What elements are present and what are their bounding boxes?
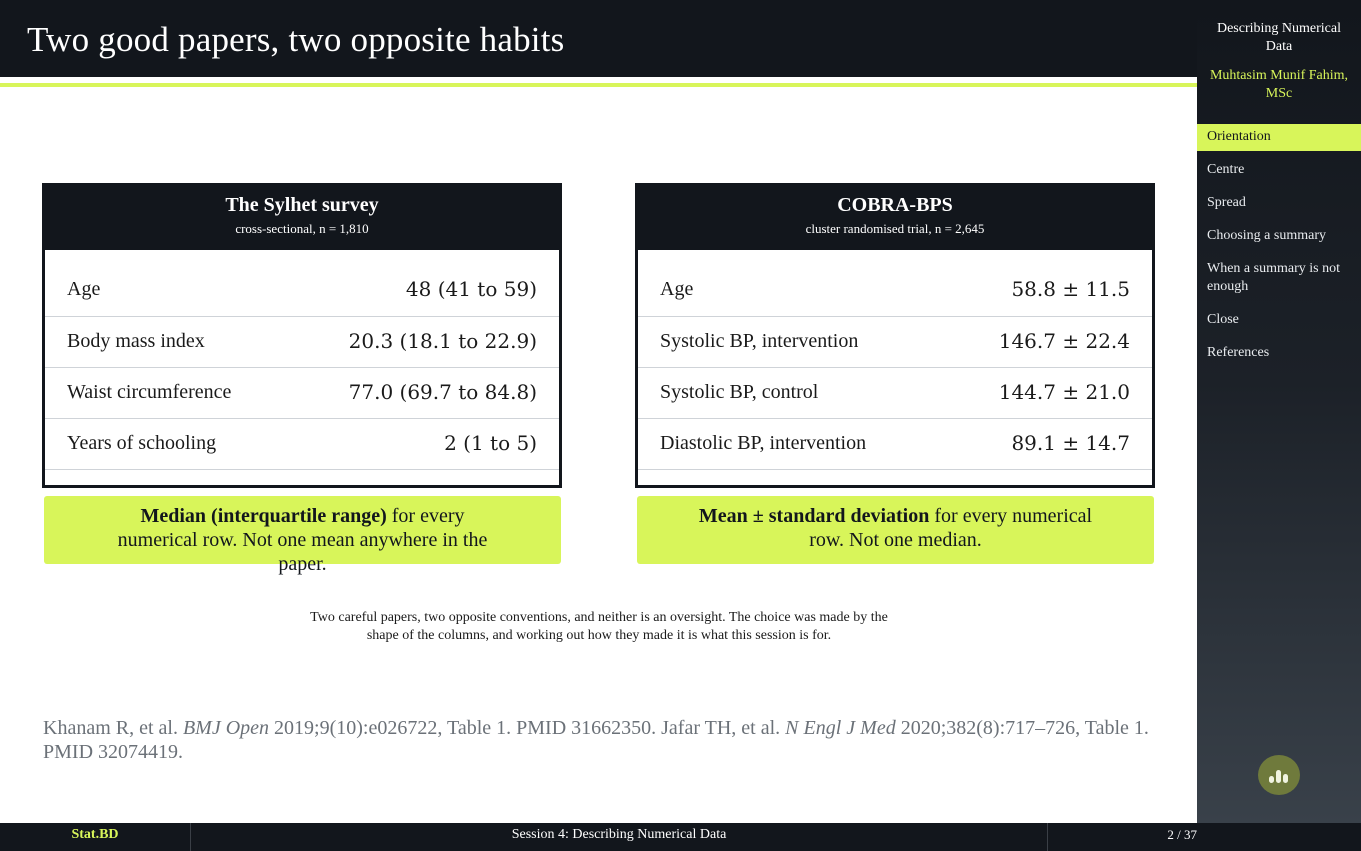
footer-brand: Stat.BD <box>0 823 191 851</box>
presentation-title: Describing Numerical Data <box>1216 21 1341 54</box>
footer-session-title: Session 4: Describing Numerical Data <box>191 823 1048 851</box>
sidebar-item-centre[interactable]: Centre <box>1207 162 1245 177</box>
ref-details: 2020;382(8):717–726, Table 1. PMID 32074419. <box>43 717 1149 763</box>
table-row <box>45 368 559 419</box>
sylhet-survey-card <box>42 183 562 488</box>
row-label: Age <box>660 278 694 300</box>
session-note: Two careful papers, two opposite conventions, and neither is an oversight. The choice was made by the shape of the columns, and working out how they made it is what this session is for. <box>310 610 888 643</box>
table-row <box>45 419 559 470</box>
row-value: 48 (41 to 59) <box>405 277 537 301</box>
bar-chart-icon[interactable] <box>1258 755 1300 795</box>
table-row <box>638 250 1152 317</box>
mean-callout <box>637 496 1154 564</box>
table-row <box>638 419 1152 470</box>
sidebar-item-close[interactable]: Close <box>1207 312 1239 327</box>
sidebar-item-when-a-summary-is-not-enough[interactable]: When a summary is not enough <box>1207 261 1340 294</box>
callout-text: for every numerical row. Not one mean anywhere in the paper. <box>117 505 488 575</box>
card-title: The Sylhet survey <box>225 194 379 216</box>
bar-chart-icon-bar <box>1269 776 1274 783</box>
footer-page-number: 2 / 37 <box>1167 827 1197 842</box>
median-callout <box>44 496 561 575</box>
callout-bold: Mean ± standard deviation <box>698 505 930 527</box>
row-value: 146.7 ± 22.4 <box>998 329 1130 353</box>
slide-footer <box>0 823 1361 851</box>
ref-journal: BMJ Open <box>182 717 270 739</box>
ref-journal: N Engl J Med <box>785 717 896 739</box>
row-label: Systolic BP, control <box>660 381 819 403</box>
bar-chart-icon-bar <box>1276 770 1281 783</box>
row-value: 77.0 (69.7 to 84.8) <box>348 380 537 404</box>
callout-bold: Median (interquartile range) <box>140 505 387 527</box>
bar-chart-icon-bar <box>1283 774 1288 783</box>
summary-table <box>45 250 559 470</box>
row-label: Waist circumference <box>67 381 232 403</box>
row-label: Systolic BP, intervention <box>660 330 859 352</box>
ref-authors: Khanam R, et al. <box>43 717 183 739</box>
card-subtitle: cluster randomised trial, n = 2,645 <box>805 221 985 236</box>
accent-divider <box>0 83 1197 87</box>
card-header <box>638 186 1152 250</box>
presentation-author: Muhtasim Munif Fahim, MSc <box>1209 68 1349 101</box>
table-row <box>638 317 1152 368</box>
card-title: COBRA-BPS <box>837 194 953 216</box>
sidebar <box>1197 0 1361 851</box>
row-value: 2 (1 to 5) <box>444 431 537 455</box>
table-row <box>45 317 559 368</box>
row-value: 58.8 ± 11.5 <box>1011 277 1130 301</box>
row-label: Age <box>67 278 101 300</box>
sidebar-item-orientation[interactable]: Orientation <box>1197 124 1361 151</box>
card-header <box>45 186 559 250</box>
sidebar-nav <box>1197 124 1361 373</box>
summary-table <box>638 250 1152 470</box>
row-label: Body mass index <box>67 330 205 352</box>
sidebar-item-references[interactable]: References <box>1207 345 1270 360</box>
slide-header <box>0 0 1197 77</box>
sidebar-item-choosing-a-summary[interactable]: Choosing a summary <box>1207 228 1326 243</box>
callout-text: for every numerical row. Not one median. <box>809 505 1093 551</box>
ref-details: 2019;9(10):e026722, Table 1. PMID 31662350. Jafar TH, et al. <box>269 717 786 739</box>
sidebar-item-spread[interactable]: Spread <box>1207 195 1246 210</box>
row-value: 89.1 ± 14.7 <box>1011 431 1130 455</box>
row-label: Years of schooling <box>67 432 217 454</box>
table-row <box>45 250 559 317</box>
references <box>43 716 1153 764</box>
slide-title: Two good papers, two opposite habits <box>27 20 565 59</box>
table-row <box>638 368 1152 419</box>
row-label: Diastolic BP, intervention <box>660 432 867 454</box>
row-value: 144.7 ± 21.0 <box>998 380 1130 404</box>
card-subtitle: cross-sectional, n = 1,810 <box>235 221 369 236</box>
cobra-bps-card <box>635 183 1155 488</box>
row-value: 20.3 (18.1 to 22.9) <box>348 329 537 353</box>
